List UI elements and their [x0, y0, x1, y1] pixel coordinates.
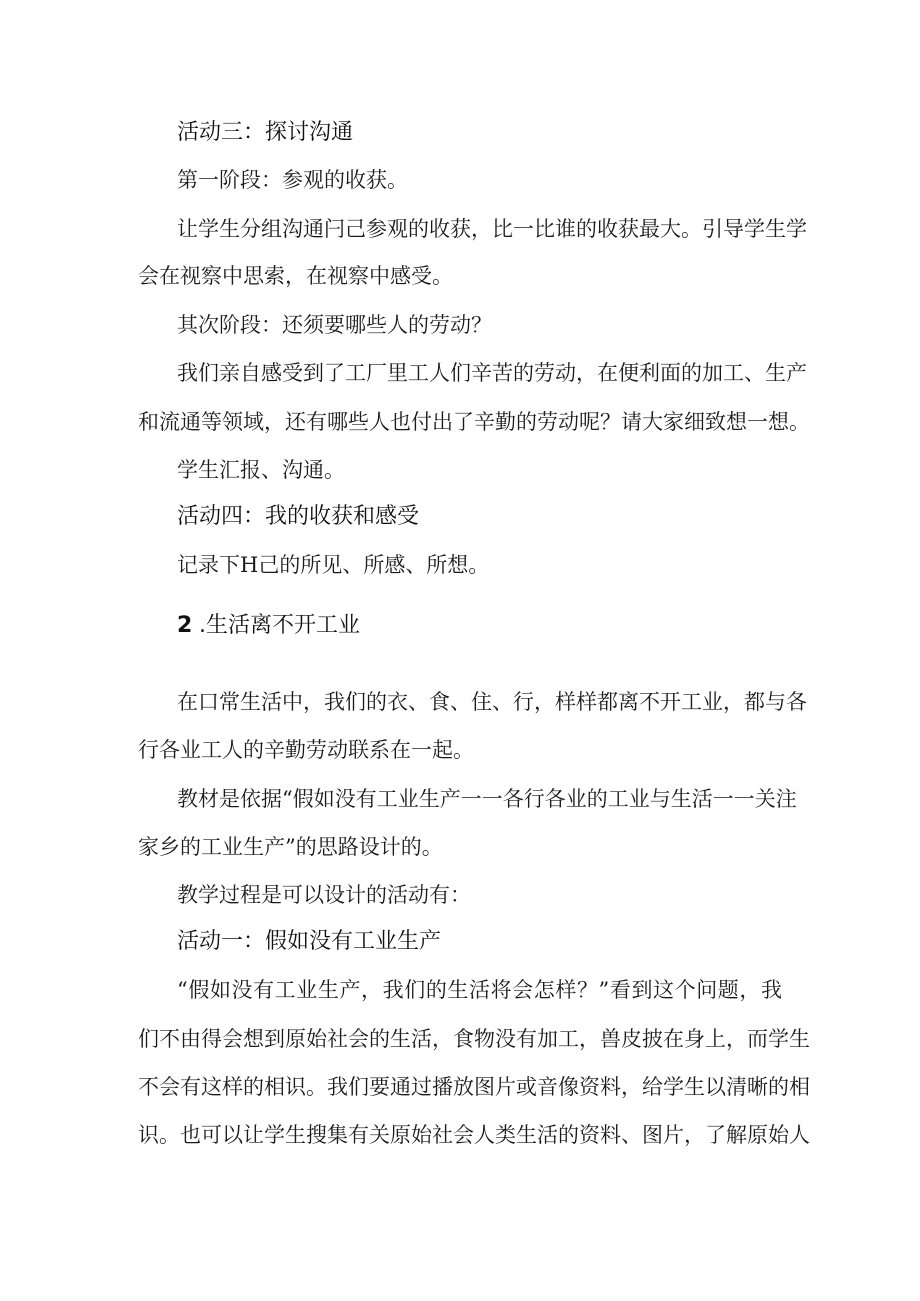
section-paragraph-1-line-1: 在口常生活中，我们的衣、食、住、行，样样都离不开工业，都与各 [177, 690, 807, 714]
stage2-paragraph-line-3: 学生汇报、沟通。 [177, 458, 345, 482]
activity1-paragraph-line-3: 不会有这样的相识。我们要通过播放图片或音像资料，给学生以清晰的相 [138, 1075, 810, 1099]
activity1-heading: 活动一：假如没有工业生产 [177, 929, 442, 954]
section-paragraph-3-line-1: 教学过程是可以设计的活动有： [177, 883, 471, 907]
activity4-heading: 活动四：我的收获和感受 [177, 504, 420, 529]
stage1-paragraph-line-2: 会在视察中思索，在视察中感受。 [138, 264, 453, 288]
activity1-paragraph-line-2: 们不由得会想到原始社会的生活，食物没有加工，兽皮披在身上，而学生 [138, 1027, 810, 1051]
stage1-paragraph-line-1: 让学生分组沟通闩己参观的收获，比一比谁的收获最大。引导学生学 [177, 217, 807, 241]
section-number: 2 [177, 613, 193, 638]
section-paragraph-1-line-2: 行各业工人的辛勤劳动联系在一起。 [138, 738, 474, 762]
stage2-paragraph-line-2: 和流通等领域，还有哪些人也付出了辛勤的劳动呢？请大家细致想一想。 [138, 410, 810, 434]
section-paragraph-2-line-2: 家乡的工业生产”的思路设计的。 [138, 835, 443, 859]
section-title: .生活离不开工业 [199, 613, 360, 638]
activity1-paragraph-line-1: “假如没有工业生产，我们的生活将会怎样？”看到这个问题，我 [177, 978, 782, 1002]
section-paragraph-2-line-1: 教材是依据“假如没有工业生产一一各行各业的工业与生活一一关注 [177, 787, 797, 811]
stage2-title: 其次阶段：还须要哪些人的劳动？ [177, 313, 492, 337]
activity3-heading: 活动三：探讨沟通 [177, 120, 354, 145]
activity1-paragraph-line-4: 识。也可以让学生搜集有关原始社会人类生活的资料、图片，了解原始人 [138, 1123, 810, 1147]
stage2-paragraph-line-1: 我们亲自感受到了工厂里工人们辛苦的劳动，在便利面的加工、生产 [177, 361, 807, 385]
stage1-title: 第一阶段：参观的收获。 [177, 168, 408, 192]
activity4-paragraph-line-1: 记录下H己的所见、所感、所想。 [177, 553, 490, 577]
